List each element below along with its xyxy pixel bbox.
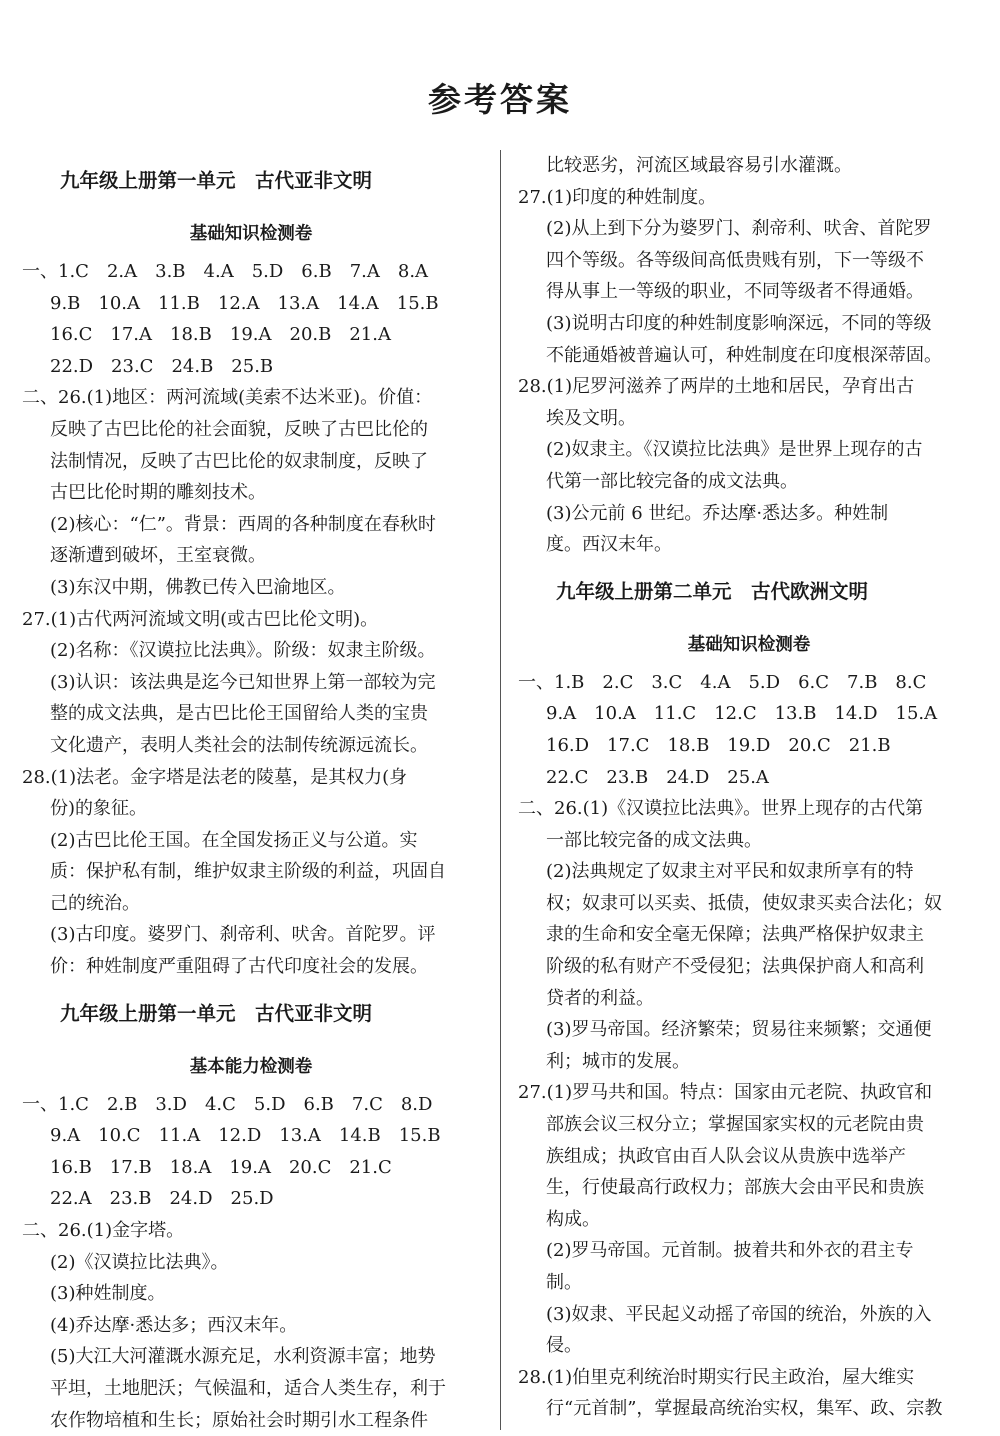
answer-line: (2)法典规定了奴隶主对平民和奴隶所享有的特 xyxy=(546,861,914,883)
answer-line: 行“元首制”，掌握最高统治实权，集军、政、宗教 xyxy=(546,1398,943,1420)
mc-answer-row: 22.A 23.B 24.D 25.D xyxy=(50,1188,274,1210)
answer-line: (3)古印度。婆罗门、刹帝利、吠舍。首陀罗。评 xyxy=(50,924,436,946)
column-divider xyxy=(500,150,501,1430)
section-heading: 九年级上册第二单元 古代欧洲文明 xyxy=(556,579,869,603)
answer-line: 份)的象征。 xyxy=(50,798,148,820)
answer-line: 逐渐遭到破坏，王室衰微。 xyxy=(50,545,266,567)
answer-line: 部族会议三权分立；掌握国家实权的元老院由贵 xyxy=(546,1114,924,1136)
answer-line: 二、26.(1)金字塔。 xyxy=(22,1220,185,1242)
answer-line: 四个等级。各等级间高低贵贱有别，下一等级不 xyxy=(546,249,924,271)
answer-line: (3)罗马帝国。经济繁荣；贸易往来频繁；交通便 xyxy=(546,1019,932,1041)
answer-line: 利；城市的发展。 xyxy=(546,1050,690,1072)
mc-answer-row: 16.D 17.C 18.B 19.D 20.C 21.B xyxy=(546,734,891,756)
right-column xyxy=(518,150,980,1425)
answer-line: (3)说明古印度的种姓制度影响深远，不同的等级 xyxy=(546,312,932,334)
answer-line: (2)奴隶主。《汉谟拉比法典》是世界上现存的古 xyxy=(546,439,923,461)
answer-line: 27.(1)古代两河流域文明(或古巴比伦文明)。 xyxy=(22,608,379,630)
answer-line: 不能通婚被普遍认可，种姓制度在印度根深蒂固。 xyxy=(546,344,942,366)
section-heading: 九年级上册第一单元 古代亚非文明 xyxy=(60,1001,373,1025)
section-heading: 九年级上册第一单元 古代亚非文明 xyxy=(60,169,373,192)
page-title: 参考答案 xyxy=(428,80,572,119)
mc-answer-row: 一、1.C 2.B 3.D 4.C 5.D 6.B 7.C 8.D xyxy=(22,1093,433,1115)
mc-answer-row: 一、1.C 2.A 3.B 4.A 5.D 6.B 7.A 8.A xyxy=(22,261,429,282)
answer-line: 己的统治。 xyxy=(50,892,140,914)
mc-answer-row: 9.B 10.A 11.B 12.A 13.A 14.A 15.B xyxy=(50,292,439,314)
answer-line: (2)核心：“仁”。背景：西周的各种制度在春秋时 xyxy=(50,513,436,535)
answer-line: 埃及文明。 xyxy=(546,407,636,429)
answer-line: 二、26.(1)地区：两河流域(美索不达米亚)。价值： xyxy=(22,387,433,409)
answer-line: 权；奴隶可以买卖、抵债，使奴隶买卖合法化；奴 xyxy=(546,892,942,914)
answer-line: (5)大江大河灌溉水源充足，水利资源丰富；地势 xyxy=(50,1346,436,1368)
answer-line: (2)名称：《汉谟拉比法典》。阶级：奴隶主阶级。 xyxy=(50,640,436,662)
answer-line: 整的成文法典，是古巴比伦王国留给人类的宝贵 xyxy=(50,703,428,725)
answer-line: 贷者的利益。 xyxy=(546,987,654,1009)
answer-line: 28.(1)法老。金字塔是法老的陵墓，是其权力(身 xyxy=(22,766,408,788)
answer-line: (2)《汉谟拉比法典》。 xyxy=(50,1251,229,1273)
test-subheading: 基础知识检测卷 xyxy=(687,634,811,655)
answer-line: 比较恶劣，河流区域最容易引水灌溉。 xyxy=(546,155,852,176)
answer-line: 文化遗产，表明人类社会的法制传统源远流长。 xyxy=(50,734,428,756)
mc-answer-row: 一、1.B 2.C 3.C 4.A 5.D 6.C 7.B 8.C xyxy=(518,671,927,693)
test-subheading: 基本能力检测卷 xyxy=(189,1056,313,1077)
answer-line: (4)乔达摩·悉达多；西汉末年。 xyxy=(50,1314,298,1336)
test-subheading: 基础知识检测卷 xyxy=(189,224,313,244)
answer-line: 一部比较完备的成文法典。 xyxy=(546,829,762,851)
answer-line: 27.(1)罗马共和国。特点：国家由元老院、执政官和 xyxy=(518,1082,933,1104)
answer-line: 28.(1)伯里克利统治时期实行民主政治，屋大维实 xyxy=(518,1366,915,1388)
answer-line: 反映了古巴比伦的社会面貌，反映了古巴比伦的 xyxy=(50,418,428,440)
answer-line: 制。 xyxy=(546,1272,582,1293)
answer-line: 农作物培植和生长；原始社会时期引水工程条件 xyxy=(50,1409,428,1431)
answer-line: 价：种姓制度严重阻碍了古代印度社会的发展。 xyxy=(50,956,428,978)
answer-line: (3)认识：该法典是迄今已知世界上第一部较为完 xyxy=(50,671,436,693)
answer-line: 族组成；执政官由百人队会议从贵族中选举产 xyxy=(546,1145,906,1167)
answer-line: (2)罗马帝国。元首制。披着共和外衣的君主专 xyxy=(546,1240,914,1262)
answer-line: 代第一部比较完备的成文法典。 xyxy=(546,470,798,492)
answer-line: 阶级的私有财产不受侵犯；法典保护商人和高利 xyxy=(546,956,924,978)
left-column xyxy=(22,150,480,1436)
answer-line: (3)种姓制度。 xyxy=(50,1283,166,1305)
mc-answer-row: 16.B 17.B 18.A 19.A 20.C 21.C xyxy=(50,1156,392,1178)
mc-answer-row: 22.D 23.C 24.B 25.B xyxy=(50,355,274,377)
answer-line: 古巴比伦时期的雕刻技术。 xyxy=(50,482,266,504)
answer-line: 隶的生命和安全毫无保障；法典严格保护奴隶主 xyxy=(546,924,924,946)
mc-answer-row: 22.C 23.B 24.D 25.A xyxy=(546,766,769,788)
answer-line: 侵。 xyxy=(546,1335,582,1357)
answer-line: 法制情况，反映了古巴比伦的奴隶制度，反映了 xyxy=(50,450,428,472)
answer-line: (2)古巴比伦王国。在全国发扬正义与公道。实 xyxy=(50,829,418,851)
mc-answer-row: 9.A 10.C 11.A 12.D 13.A 14.B 15.B xyxy=(50,1125,441,1147)
answer-line: 生，行使最高行政权力；部族大会由平民和贵族 xyxy=(546,1177,924,1199)
answer-line: 28.(1)尼罗河滋养了两岸的土地和居民，孕育出古 xyxy=(518,376,915,398)
mc-answer-row: 16.C 17.A 18.B 19.A 20.B 21.A xyxy=(50,324,391,346)
answer-line: (3)公元前 6 世纪。乔达摩·悉达多。种姓制 xyxy=(546,502,889,524)
answer-line: 度。西汉末年。 xyxy=(546,534,672,556)
answer-line: 二、26.(1)《汉谟拉比法典》。世界上现存的古代第 xyxy=(518,798,924,820)
answer-line: (3)东汉中期，佛教已传入巴渝地区。 xyxy=(50,576,346,598)
answer-line: 构成。 xyxy=(546,1208,600,1230)
mc-answer-row: 9.A 10.A 11.C 12.C 13.B 14.D 15.A xyxy=(546,703,938,725)
answer-line: 27.(1)印度的种姓制度。 xyxy=(518,186,717,208)
answer-line: 得从事上一等级的职业，不同等级者不得通婚。 xyxy=(546,281,924,303)
answer-line: (2)从上到下分为婆罗门、刹帝利、吠舍、首陀罗 xyxy=(546,218,932,240)
answer-line: 质：保护私有制，维护奴隶主阶级的利益，巩固自 xyxy=(50,861,446,883)
answer-line: 平坦，土地肥沃；气候温和，适合人类生存，利于 xyxy=(50,1378,446,1399)
answer-line: (3)奴隶、平民起义动摇了帝国的统治，外族的入 xyxy=(546,1303,932,1325)
